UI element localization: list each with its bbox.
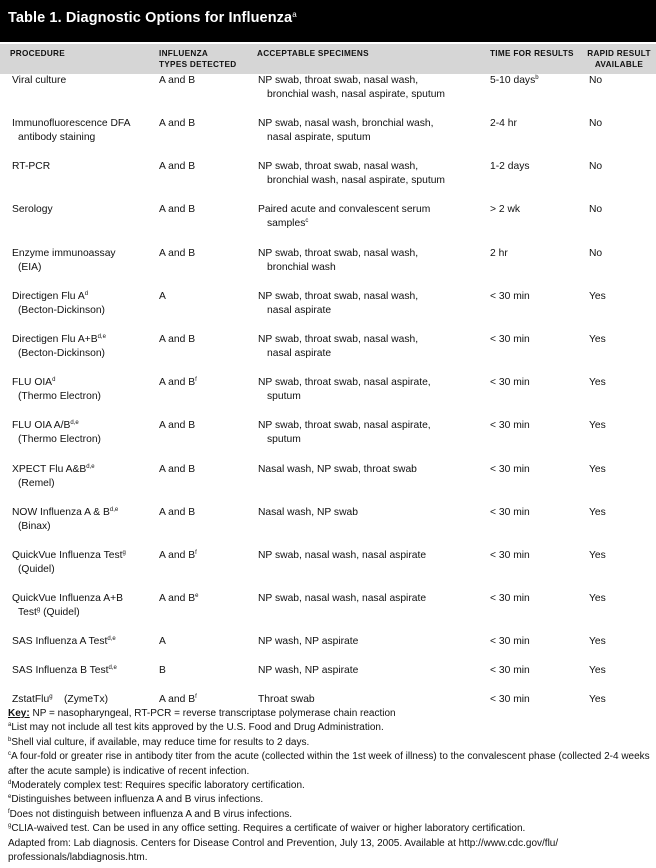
cell-procedure: Enzyme immunoassay (EIA) (12, 248, 116, 274)
table-row (0, 333, 656, 376)
cell-rapid-result: Yes (589, 694, 606, 705)
cell-time: < 30 min (490, 291, 530, 302)
cell-influenza-types: A and B (159, 464, 196, 475)
cell-specimens: NP swab, nasal wash, nasal aspirate (258, 593, 427, 604)
cell-time: < 30 min (490, 377, 530, 388)
cell-influenza-types: A (159, 291, 166, 302)
cell-influenza-types: B (159, 665, 166, 676)
cell-specimens: NP swab, throat swab, nasal wash, bronchial wash, nasal aspirate, sputum (258, 161, 446, 187)
cell-procedure: QuickVue Influenza Test$^g$ (Quidel) (12, 550, 126, 576)
header-rapid-result: RAPID RESULT AVAILABLE (587, 49, 651, 69)
footnote-d: $^d$Moderately complex test: Requires specific laboratory certification. (8, 780, 305, 792)
cell-influenza-types: A and B (159, 161, 196, 172)
cell-influenza-types: A and B (159, 204, 196, 215)
cell-time: 5-10 days$^b$ (490, 75, 539, 86)
cell-rapid-result: Yes (589, 507, 606, 518)
cell-time: < 30 min (490, 636, 530, 647)
table-row (0, 74, 656, 117)
cell-rapid-result: Yes (589, 464, 606, 475)
cell-influenza-types: A and B (159, 420, 196, 431)
cell-procedure: Directigen Flu A+B$^{d,e}$ (Becton-Dickinson) (12, 334, 106, 360)
header-specimens: ACCEPTABLE SPECIMENS (257, 49, 369, 58)
cell-influenza-types: A and B (159, 248, 196, 259)
footnote-c: $^c$A four-fold or greater rise in antibody titer from the acute (collected within the 1st week of illness) to the convalescent phase (collected 2-4 weeks after the acute sample) is indicative of recent infection. (8, 751, 650, 777)
cell-procedure: SAS Influenza A Test$^{d,e}$ (12, 636, 116, 647)
cell-influenza-types: A and B$^e$ (159, 593, 199, 604)
cell-procedure: Serology (12, 204, 53, 215)
cell-specimens: NP swab, throat swab, nasal wash, bronchial wash (258, 248, 419, 274)
cell-influenza-types: A (159, 636, 166, 647)
cell-procedure: RT-PCR (12, 161, 51, 172)
cell-rapid-result: Yes (589, 550, 606, 561)
cell-procedure: QuickVue Influenza A+B Test$^g$ (Quidel) (12, 593, 123, 619)
table-row (0, 376, 656, 419)
cell-specimens: NP swab, throat swab, nasal wash, bronchial wash, nasal aspirate, sputum (258, 75, 446, 101)
cell-procedure: Immunofluorescence DFA antibody staining (12, 118, 131, 144)
cell-procedure: Viral culture (12, 75, 67, 86)
table-row (0, 247, 656, 290)
cell-specimens: NP swab, throat swab, nasal aspirate, sputum (258, 377, 431, 403)
cell-time: > 2 wk (490, 204, 521, 215)
table-row (0, 290, 656, 333)
cell-rapid-result: No (589, 161, 603, 172)
cell-rapid-result: Yes (589, 291, 606, 302)
cell-rapid-result: Yes (589, 420, 606, 431)
cell-procedure: SAS Influenza B Test$^{d,e}$ (12, 665, 117, 676)
table-row (0, 549, 656, 592)
footnote-b: $^b$Shell vial culture, if available, may reduce time for results to 2 days. (8, 736, 310, 748)
cell-time: < 30 min (490, 420, 530, 431)
footnote-e: $^e$Distinguishes between influenza A and B virus infections. (8, 794, 264, 806)
cell-rapid-result: Yes (589, 377, 606, 388)
table-title: Table 1. Diagnostic Options for Influenza$^a$ (8, 10, 297, 26)
cell-time: 1-2 days (490, 161, 530, 172)
cell-procedure: NOW Influenza A & B$^{d,e}$ (Binax) (12, 507, 119, 533)
cell-specimens: Nasal wash, NP swab, throat swab (258, 464, 417, 475)
cell-specimens: NP swab, nasal wash, nasal aspirate (258, 550, 427, 561)
table-footnotes (8, 707, 652, 865)
cell-procedure: Directigen Flu A$^d$ (Becton-Dickinson) (12, 291, 105, 317)
cell-influenza-types: A and B$^f$ (159, 377, 197, 388)
key-note: Key: NP = nasopharyngeal, RT-PCR = reverse transcriptase polymerase chain reaction (8, 708, 396, 719)
cell-rapid-result: No (589, 204, 603, 215)
table-row (0, 592, 656, 635)
cell-specimens: NP swab, throat swab, nasal aspirate, sputum (258, 420, 431, 446)
cell-rapid-result: No (589, 248, 603, 259)
cell-influenza-types: A and B$^f$ (159, 694, 197, 705)
cell-rapid-result: Yes (589, 593, 606, 604)
header-time: TIME FOR RESULTS (490, 49, 574, 58)
table-row (0, 506, 656, 549)
cell-rapid-result: Yes (589, 636, 606, 647)
cell-time: < 30 min (490, 665, 530, 676)
cell-rapid-result: No (589, 118, 603, 129)
adapted-from-note: Adapted from: Lab diagnosis. Centers for Disease Control and Prevention, July 13, 2005. Available at http://www.cdc.gov/flu/ professionals/labdiagnosis.htm. (8, 837, 559, 864)
cell-specimens: NP swab, nasal wash, bronchial wash, nasal aspirate, sputum (258, 118, 434, 144)
table-title-bar (0, 0, 656, 42)
table-row (0, 160, 656, 203)
header-procedure: PROCEDURE (10, 49, 66, 58)
cell-rapid-result: No (589, 75, 603, 86)
cell-time: < 30 min (490, 507, 530, 518)
table-row (0, 463, 656, 506)
cell-rapid-result: Yes (589, 334, 606, 345)
title-footnote-mark: a (292, 10, 297, 19)
cell-specimens: NP swab, throat swab, nasal wash, nasal aspirate (258, 334, 419, 360)
cell-time: 2 hr (490, 248, 508, 259)
table-row (0, 117, 656, 160)
footnote-g: $^g$CLIA-waived test. Can be used in any office setting. Requires a certificate of waiver or higher laboratory certification. (8, 823, 526, 835)
table-row (0, 203, 656, 246)
cell-procedure: XPECT Flu A&B$^{d,e}$ (Remel) (12, 464, 95, 490)
cell-specimens: Paired acute and convalescent serum samples$^c$ (258, 204, 431, 230)
cell-influenza-types: A and B (159, 334, 196, 345)
table-row (0, 419, 656, 462)
cell-influenza-types: A and B (159, 507, 196, 518)
cell-rapid-result: Yes (589, 665, 606, 676)
cell-influenza-types: A and B (159, 118, 196, 129)
footnote-f: $^f$Does not distinguish between influenza A and B virus infections. (8, 808, 293, 820)
cell-time: < 30 min (490, 550, 530, 561)
cell-procedure: FLU OIA A/B$^{d,e}$ (Thermo Electron) (12, 420, 101, 446)
cell-specimens: NP wash, NP aspirate (258, 636, 359, 647)
cell-influenza-types: A and B$^f$ (159, 550, 197, 561)
cell-specimens: Nasal wash, NP swab (258, 507, 358, 518)
cell-time: < 30 min (490, 593, 530, 604)
cell-time: 2-4 hr (490, 118, 517, 129)
footnote-a: $^a$List may not include all test kits approved by the U.S. Food and Drug Administration. (8, 722, 384, 734)
cell-specimens: NP swab, throat swab, nasal wash, nasal aspirate (258, 291, 419, 317)
cell-influenza-types: A and B (159, 75, 196, 86)
cell-time: < 30 min (490, 464, 530, 475)
column-header-row (0, 44, 656, 74)
cell-time: < 30 min (490, 334, 530, 345)
cell-procedure: ZstatFlu$^g$ (ZymeTx) (12, 694, 109, 705)
cell-specimens: Throat swab (258, 694, 315, 705)
header-influenza-types: INFLUENZA TYPES DETECTED (159, 49, 237, 69)
cell-specimens: NP wash, NP aspirate (258, 665, 359, 676)
cell-procedure: FLU OIA$^d$ (Thermo Electron) (12, 377, 101, 403)
cell-time: < 30 min (490, 694, 530, 705)
